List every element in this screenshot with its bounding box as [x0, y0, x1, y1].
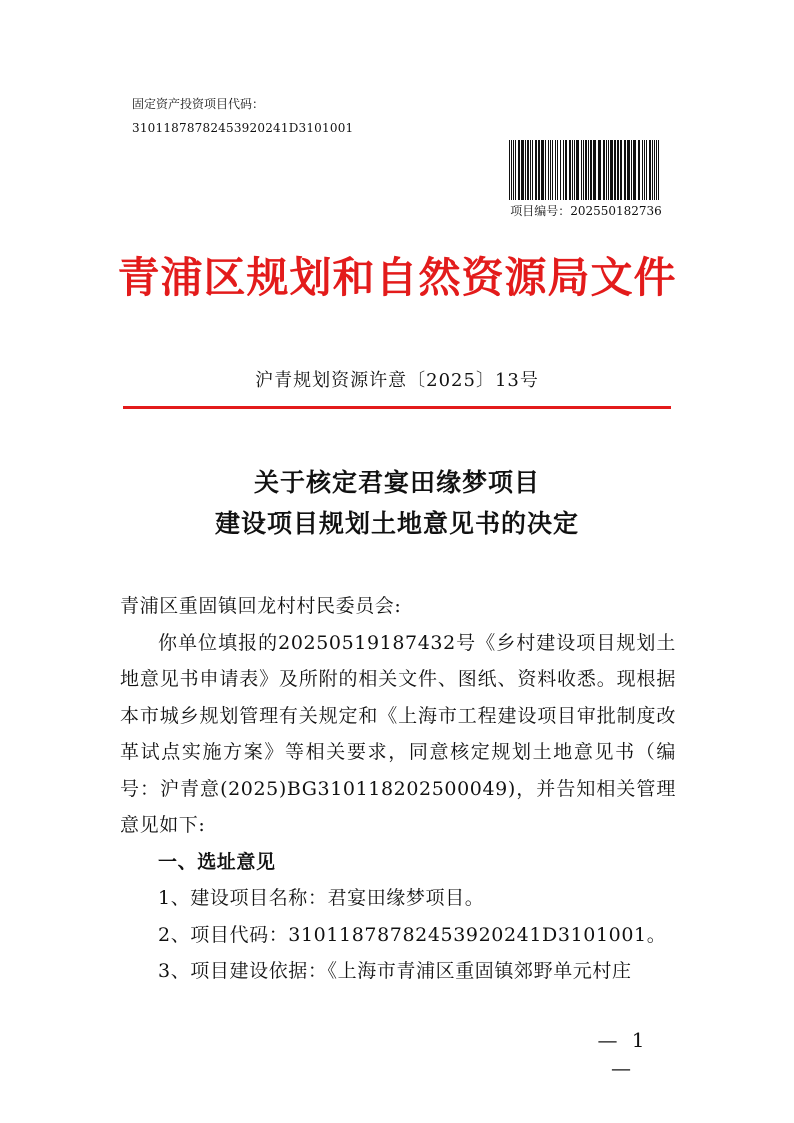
barcode-bar: [509, 140, 510, 200]
barcode-bar: [581, 140, 582, 200]
barcode-bar: [588, 140, 589, 200]
barcode-bar: [627, 140, 630, 200]
barcode-bar: [569, 140, 571, 200]
barcode-bar: [565, 140, 567, 200]
document-title-line-2: 建设项目规划土地意见书的决定: [214, 509, 579, 538]
barcode-bar: [642, 140, 643, 200]
barcode-bar: [574, 140, 575, 200]
barcode-bar: [638, 140, 640, 200]
barcode-bar: [541, 140, 544, 200]
barcode-bar: [532, 140, 533, 200]
barcode-bar: [515, 140, 516, 200]
investment-code-value: 31011878782453920241D3101001: [132, 121, 354, 135]
barcode-bar: [538, 140, 540, 200]
barcode-bar: [644, 140, 645, 200]
barcode-bar: [527, 140, 529, 200]
list-item: 3、项目建设依据：《上海市青浦区重固镇郊野单元村庄: [158, 960, 632, 982]
barcode-bar: [560, 140, 561, 200]
barcode-bar: [633, 140, 636, 200]
section-heading-site-selection: 一、选址意见: [158, 850, 276, 873]
investment-code-label: 固定资产投资项目代码：: [132, 97, 265, 111]
barcode-bar: [617, 140, 619, 200]
barcode-bar: [620, 140, 622, 200]
list-item: 1、建设项目名称：君宴田缘梦项目。: [158, 887, 485, 909]
document-body: [120, 588, 676, 990]
barcode-bar: [631, 140, 632, 200]
barcode-bar: [535, 140, 537, 200]
barcode-bar: [593, 140, 596, 200]
salutation: 青浦区重固镇回龙村村民委员会:: [120, 595, 402, 617]
barcode-bar: [649, 140, 651, 200]
barcode-bar: [548, 140, 549, 200]
barcode-bar: [603, 140, 605, 200]
barcode-bar: [590, 140, 592, 200]
barcode-bar: [585, 140, 587, 200]
barcode-bar: [652, 140, 653, 200]
barcode-bar: [555, 140, 556, 200]
barcode-bar: [525, 140, 526, 200]
body-paragraph: 你单位填报的20250519187432号《乡村建设项目规划土地意见书申请表》及所附的相关文件、图纸、资料收悉。现根据本市城乡规划管理有关规定和《上海市工程建设项目审批制度改革试点实施方案》等相关要求，同意核定规划土地意见书（编号：沪青意(2025)BG310118202500049)，并告知相关管理意见如下:: [120, 631, 676, 836]
project-number: 项目编号：202550182736: [510, 204, 662, 218]
barcode-bar: [518, 140, 520, 200]
barcode-bar: [598, 140, 601, 200]
document-title-line-1: 关于核定君宴田缘梦项目: [253, 468, 540, 497]
barcode-bar: [550, 140, 551, 200]
barcode-bar: [572, 140, 573, 200]
barcode-bar: [624, 140, 626, 200]
issuer-header: 青浦区规划和自然资源局文件: [117, 253, 677, 302]
barcode-bar: [521, 140, 524, 200]
barcode-bar: [583, 140, 584, 200]
red-divider-line: [123, 406, 671, 409]
barcode-bar: [513, 140, 514, 200]
barcode-bar: [608, 140, 609, 200]
barcode-bar: [530, 140, 531, 200]
list-item: 2、项目代码：31011878782453920241D3101001。: [158, 923, 667, 946]
barcode-bar: [656, 140, 657, 200]
barcode-bar: [552, 140, 553, 200]
barcode-bar: [646, 140, 647, 200]
barcode-bar: [563, 140, 564, 200]
barcode-bar: [654, 140, 655, 200]
page-number: — 1 —: [597, 1028, 649, 1080]
document-number: 沪青规划资源许意〔2025〕13号: [255, 370, 539, 391]
barcode-bar: [576, 140, 579, 200]
barcode-bar: [545, 140, 546, 200]
barcode-bar: [606, 140, 607, 200]
barcode-bar: [511, 140, 512, 200]
barcode-image: [509, 140, 661, 200]
barcode-bar: [614, 140, 616, 200]
barcode-bar: [557, 140, 558, 200]
barcode-bar: [610, 140, 613, 200]
barcode-bar: [658, 140, 659, 200]
